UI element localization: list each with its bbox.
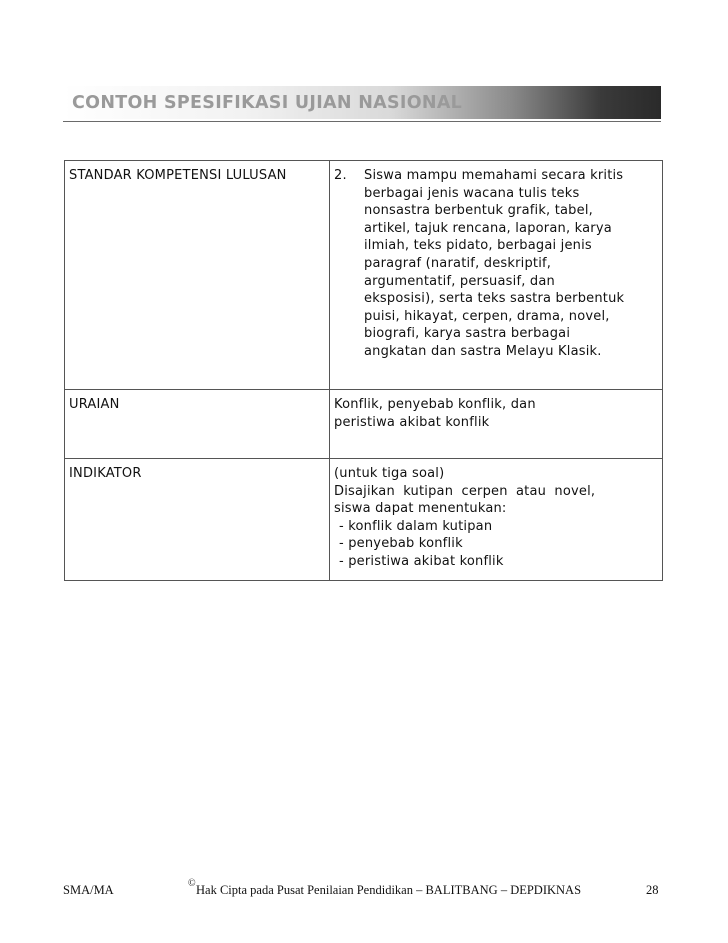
section-banner [63, 86, 661, 119]
title-underline [63, 121, 661, 122]
row-content [330, 161, 663, 390]
text-line: puisi, hikayat, cerpen, drama, novel, [364, 308, 610, 324]
list-item: - penyebab konflik [339, 536, 463, 552]
text-line: artikel, tajuk rencana, laporan, karya [364, 220, 612, 236]
text-line: eksposisi), serta teks sastra berbentuk [364, 291, 625, 307]
text-line: berbagai jenis wacana tulis teks [364, 185, 580, 201]
row-content [330, 459, 663, 581]
item-number: 2. [334, 168, 347, 183]
text-line: (untuk tiga soal) [334, 466, 445, 481]
text-line: biografi, karya sastra berbagai [364, 326, 571, 342]
row-content [330, 390, 663, 459]
text-line: Siswa mampu memahami secara kritis [364, 168, 624, 183]
table-row [65, 161, 663, 390]
row-label: STANDAR KOMPETENSI LULUSAN [65, 161, 330, 390]
table-row [65, 390, 663, 459]
text-line: argumentatif, persuasif, dan [364, 273, 555, 289]
text-line: peristiwa akibat konflik [334, 414, 490, 430]
list-item: - peristiwa akibat konflik [339, 553, 504, 569]
row-label: INDIKATOR [65, 459, 330, 581]
text-line: siswa dapat menentukan: [334, 501, 507, 517]
footer-left: SMA/MA [63, 883, 114, 897]
list-item: - konflik dalam kutipan [339, 518, 493, 534]
text-line: ilmiah, teks pidato, berbagai jenis [364, 238, 592, 254]
footer-center: Hak Cipta pada Pusat Penilaian Pendidikan – BALITBANG – DEPDIKNAS [196, 883, 582, 897]
table-row [65, 459, 663, 581]
text-line: Konflik, penyebab konflik, dan [334, 397, 536, 412]
text-line: paragraf (naratif, deskriptif, [364, 255, 552, 271]
text-line: Disajikan kutipan cerpen atau novel, [334, 483, 596, 499]
page-number: 28 [646, 883, 659, 897]
competency-text [364, 167, 649, 361]
copyright-symbol: © [188, 878, 196, 889]
specification-table [64, 160, 663, 581]
page-title: CONTOH SPESIFIKASI UJIAN NASIONAL [72, 93, 463, 113]
text-line: angkatan dan sastra Melayu Klasik. [364, 343, 602, 359]
text-line: nonsastra berbentuk grafik, tabel, [364, 203, 593, 219]
row-label: URAIAN [65, 390, 330, 459]
